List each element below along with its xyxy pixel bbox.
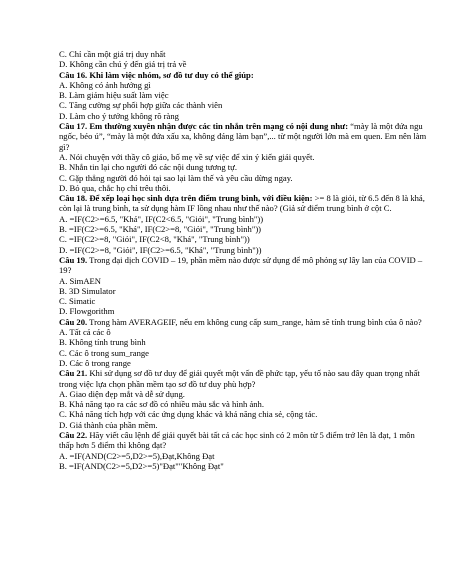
question-16-option-a: A. Không có ảnh hưởng gì	[59, 79, 151, 90]
question-22	[59, 430, 429, 451]
question-17	[59, 121, 429, 152]
question-21	[59, 368, 429, 389]
question-20-option-c: C. Các ô trong sum_range	[59, 347, 149, 358]
question-16-option-c: C. Tăng cường sự phối hợp giữa các thành viên	[59, 100, 223, 111]
question-22-text: Hãy viết câu lệnh để giải quyết bài tất cả các học sinh có 2 môn từ 5 điểm trở lên là đạt, 1 môn thấp hơn 5 điểm thì không đạt?	[59, 429, 415, 451]
question-16-option-b: B. Làm giảm hiệu suất làm việc	[59, 90, 169, 101]
question-16-option-d: D. Làm cho ý tưởng không rõ ràng	[59, 110, 179, 121]
question-17-text: “mày là một đứa ngu ngốc, béo ú”, “mày là một đứa xấu xa, không đáng làm bạn”,... từ một người lớn mà em quen. Em nên làm gì?	[59, 121, 427, 152]
question-18-option-c: C. =IF(C2>=8, "Giỏi", IF(C2<8, "Khá", "Trung bình"))	[59, 234, 250, 245]
option-c: C. Chỉ cần một giá trị duy nhất	[59, 49, 166, 59]
option-d: D. Không cần chú ý đến giá trị trả về	[59, 59, 187, 70]
question-18-label: Câu 18. Để xếp loại học sinh dựa trên điểm trung bình, với điều kiện:	[59, 193, 313, 204]
question-21-option-b: B. Khả năng tạo ra các sơ đồ có nhiều màu sắc và hình ảnh.	[59, 399, 264, 410]
question-20	[59, 317, 429, 327]
question-17-option-a: A. Nói chuyện với thầy cô giáo, bố mẹ về sự việc để xin ý kiến giải quyết.	[59, 151, 315, 162]
question-21-text: Khi sử dụng sơ đồ tư duy để giải quyết một vấn đề phức tạp, yếu tố nào sau đây quan trọng nhất trong việc lựa chọn phần mềm tạo sơ đồ tư duy phù hợp?	[59, 368, 420, 389]
question-19	[59, 255, 429, 276]
question-19-option-a: A. SimAEN	[59, 275, 102, 286]
question-20-option-a: A. Tất cả các ô	[59, 327, 111, 338]
question-17-label: Câu 17. Em thường xuyên nhận được các tin nhắn trên mạng có nội dung như:	[59, 121, 349, 132]
question-19-option-b: B. 3D Simulator	[59, 285, 116, 296]
question-22-option-b: B. =IF(AND(C2>=5,D2>=5)"Đạt""Không Đạt"	[59, 460, 224, 471]
question-16: Câu 16. Khi làm việc nhóm, sơ đồ tư duy có thể giúp:	[59, 69, 254, 80]
document-page	[59, 49, 429, 471]
question-21-option-c: C. Khả năng tích hợp với các ứng dụng khác và khả năng chia sẻ, cộng tác.	[59, 409, 318, 420]
question-20-option-b: B. Không tính trung bình	[59, 337, 146, 348]
question-20-label: Câu 20.	[59, 316, 88, 327]
question-20-text: Trong hàm AVERAGEIF, nếu em không cung cấp sum_range, hàm sẽ tính trung bình của ô nào?	[87, 316, 422, 327]
question-22-label: Câu 22.	[59, 429, 88, 440]
question-21-option-a: A. Giao diện đẹp mắt và dễ sử dụng.	[59, 388, 185, 399]
question-17-option-c: C. Gặp thẳng người đó hỏi tại sao lại làm thế và yêu cầu dừng ngay.	[59, 172, 293, 183]
question-19-option-c: C. Simatic	[59, 296, 96, 307]
question-22-option-a: A. =IF(AND(C2>=5,D2>=5),Đạt,Không Đạt	[59, 450, 215, 461]
question-19-option-d: D. Flowgorithm	[59, 306, 115, 317]
question-17-option-b: B. Nhắn tin lại cho người đó các nội dung tương tự.	[59, 162, 237, 173]
question-18-option-b: B. =IF(C2>=6.5, "Khá", IF(C2>=8, "Giỏi", "Trung bình"))	[59, 224, 262, 235]
question-19-label: Câu 19.	[59, 254, 88, 265]
question-18-option-d: D. =IF(C2>=8, "Giỏi", IF(C2>=6.5, "Khá", "Trung bình"))	[59, 244, 262, 255]
question-21-option-d: D. Giá thành của phần mềm.	[59, 419, 158, 430]
question-20-option-d: D. Các ô trong range	[59, 357, 131, 368]
question-21-label: Câu 21.	[59, 368, 88, 379]
question-18-text: >= 8 là giỏi, từ 6.5 đến 8 là khá, còn lại là trung bình, ta sử dụng hàm IF lồng nhau như thế nào? (Giả sử điểm trung bình ở cột C.	[59, 193, 425, 214]
question-18-option-a: A. =IF(C2>=6.5, "Khá", IF(C2<6.5, "Giỏi", "Trung bình"))	[59, 213, 264, 224]
question-19-text: Trong đại dịch COVID – 19, phần mềm nào được sử dụng để mô phỏng sự lây lan của COVID – 19?	[59, 254, 423, 276]
question-18	[59, 193, 429, 214]
question-17-option-d: D. Bỏ qua, chắc họ chỉ trêu thôi.	[59, 182, 171, 193]
